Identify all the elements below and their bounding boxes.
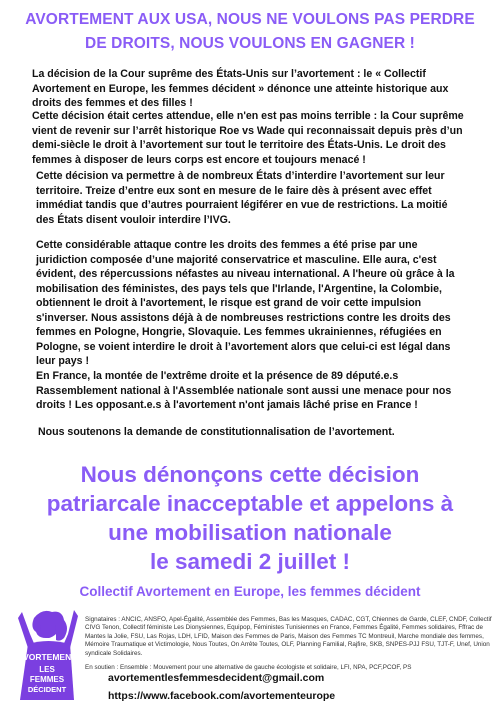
signatories-list: Signataires : ANCIC, ANSFO, Apel-Égalité, Assemblée des Femmes, Bas les Masques, CADAC, CGT, Chiennes de Garde, CLEF, CNDF, Collectif CIVG Tenon, Collectif féministe Les Dionysiennes, Equipop, Féministes Tunisiennes en France, Femmes Égalité, Femmes solidaires, Fffrac de Mantes la Jolie, FSU, Las Rojas, LDH, LFID, Maison des Femmes de Paris, Maison des Femmes TC Montreuil, Marche mondiale des femmes, Mémoire Traumatique et Victimologie, Nous Toutes, On Arrête Toutes, OLF, Planning Familial, Rajfire, SKB, SNPES-PJJ FSU, TJT-F, Unef, Union syndicale Solidaires. xyxy=(85,616,492,657)
paragraph-states: Cette décision va permettre à de nombreux États d’interdire l’avortement sur leur territoire. Treize d’entre eux sont en mesure de le faire dès à présent avec effet immédiat tandis que d’autres pourraient légiférer en vue de restrictions. La moitié des États disent vouloir interdire l’IVG. xyxy=(36,170,448,226)
facebook-link[interactable]: https://www.facebook.com/avortementeurope xyxy=(108,690,336,702)
call-to-action xyxy=(40,460,460,576)
collectif-logo xyxy=(12,608,80,704)
paragraph-international: Cette considérable attaque contre les droits des femmes a été prise par une juridiction composée d’une majorité conservatrice et masculine. Elle aura, c'est évident, des répercussions néfastes au niveau international. A l'heure où grâce à la mobilisation des féministes, des pays tels que l'Irlande, l'Argentine, la Colombie, obtiennent le droit à l'avortement, le risque est grand de voir cette impulsion s'inverser. Nous assistons déjà à de nombreuses restrictions contre les droits des femmes en Pologne, Hongrie, Slovaquie. Les femmes ukrainiennes, réfugiées en Pologne, se voient interdire le droit à l’avortement alors que celui-ci est légal dans leur pays ! xyxy=(36,239,455,367)
paragraph-constitution: Nous soutenons la demande de constitutionnalisation de l’avortement. xyxy=(38,426,395,438)
logo-word-avortement: AVORTEMENT xyxy=(17,652,77,662)
call-line-3: une mobilisation nationale xyxy=(108,520,392,545)
contact-email[interactable]: avortementlesfemmesdecident@gmail.com xyxy=(108,672,325,684)
paragraph-france: En France, la montée de l'extrême droite et la présence de 89 député.e.s Rassemblement national à l'Assemblée nationale sont aussi une menace pour nos droits ! Les opposant.e.s à l'avortement n'ont jamais lâché prise en France ! xyxy=(36,370,452,411)
headline-line-2: DE DROITS, NOUS VOULONS EN GAGNER ! xyxy=(85,35,415,52)
paragraph-intro: La décision de la Cour suprême des États-Unis sur l’avortement : le « Collectif Avortement en Europe, les femmes décident » dénonce une atteinte historique aux droits des femmes et des filles ! xyxy=(32,68,449,109)
headline-line-1: AVORTEMENT AUX USA, NOUS NE VOULONS PAS PERDRE xyxy=(25,11,475,28)
collectif-name: Collectif Avortement en Europe, les femmes décident xyxy=(79,584,421,599)
logo-word-les: LES xyxy=(39,665,55,674)
paragraph-roe-vs-wade: Cette décision était certes attendue, elle n'en est pas moins terrible : la Cour suprême vient de revenir sur l’arrêt historique Roe vs Wade qui reconnaissait depuis près d’un demi-siècle le droit à l’avortement sur tout le territoire des États-Unis. Le droit des femmes à disposer de leurs corps est encore et toujours menacé ! xyxy=(32,110,464,166)
headline xyxy=(10,8,490,56)
logo-word-femmes: FEMMES xyxy=(29,675,65,684)
call-line-4: le samedi 2 juillet ! xyxy=(149,549,351,574)
supporters-list: En soutien : Ensemble : Mouvement pour une alternative de gauche écologiste et solidaire, LFI, NPA, PCF,PCOF, PS xyxy=(85,664,412,671)
call-line-1: Nous dénonçons cette décision xyxy=(80,462,420,487)
call-line-2: patriarcale inacceptable et appelons à xyxy=(46,491,454,516)
logo-word-decident: DÉCIDENT xyxy=(27,685,67,694)
